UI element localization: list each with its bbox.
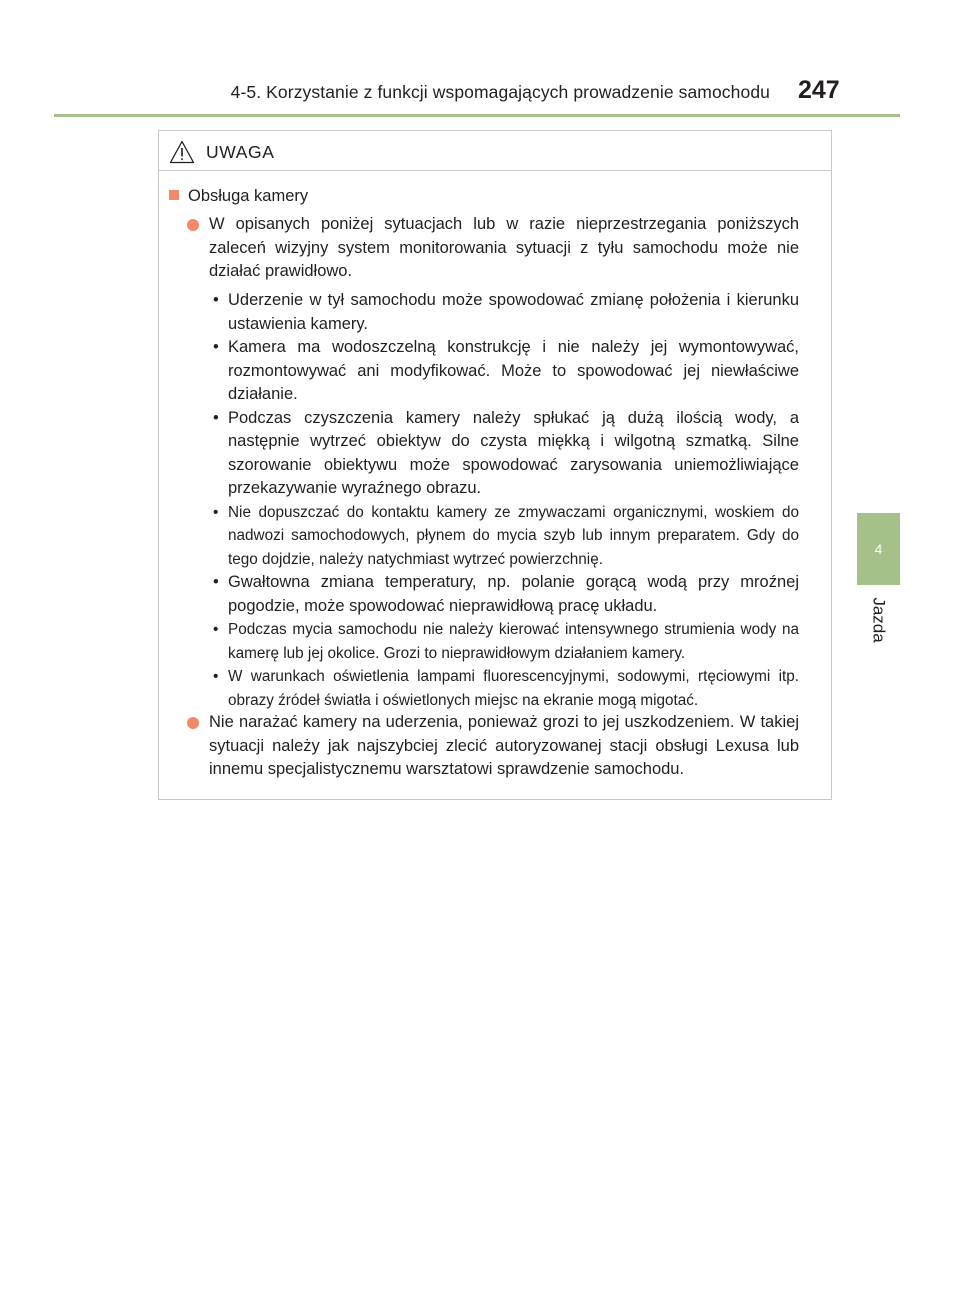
paragraph-1-text: W opisanych poniżej sytuacjach lub w razie nieprzestrzegania poniższych zaleceń wizyjny system monitorowania sytuacji z tyłu samochodu może nie działać prawidłowo. [209, 215, 799, 280]
section-heading-text: Obsługa kamery [188, 187, 309, 205]
chapter-number: 4 [874, 541, 883, 557]
list-item: • Nie dopuszczać do kontaktu kamery ze zmywaczami organicznymi, woskiem do nadwozi samochodowych, płynem do mycia szyb lub innym preparatem. Gdy do tego dojdzie, należy natychmiast wytrzeć powierzchnię. [211, 501, 799, 572]
list-item: • Gwałtowna zmiana temperatury, np. polanie gorącą wodą przy mroźnej pogodzie, może spowodować nieprawidłową pracę układu. [211, 571, 799, 618]
list-item: • Podczas czyszczenia kamery należy spłukać ją dużą ilością wody, a następnie wytrzeć obiektyw do czysta miękką i wilgotną szmatką. Silne szorowanie obiektywu może spowodować zarysowania uniemożliwiające przekazywanie wyraźnego obrazu. [211, 407, 799, 501]
square-bullet-icon [169, 190, 179, 200]
section-title: 4-5. Korzystanie z funkcji wspomagających prowadzenie samochodu [230, 82, 770, 102]
circle-bullet-icon [187, 717, 199, 729]
section-heading [169, 187, 308, 206]
header-rule [54, 114, 900, 117]
chapter-label-text: Jazda [869, 597, 889, 643]
warning-label: UWAGA [206, 142, 275, 162]
list-item: • Podczas mycia samochodu nie należy kierować intensywnego strumienia wody na kamerę lub jej okolice. Grozi to nieprawidłowym działaniem kamery. [211, 618, 799, 665]
page-number: 247 [798, 76, 840, 104]
paragraph-2 [209, 711, 799, 782]
list-item: • Uderzenie w tył samochodu może spowodować zmianę położenia i kierunku ustawienia kamery. [211, 289, 799, 336]
chapter-tab [857, 513, 900, 585]
warning-triangle-icon [169, 140, 195, 164]
circle-bullet-icon [187, 219, 199, 231]
paragraph-1 [209, 213, 799, 284]
paragraph-2-text: Nie narażać kamery na uderzenia, ponieważ grozi to jej uszkodzeniem. W takiej sytuacji należy jak najszybciej zlecić autoryzowanej stacji obsługi Lexusa lub innemu specjalistycznemu warsztatowi sprawdzenie samochodu. [209, 713, 799, 778]
chapter-label [857, 590, 900, 650]
warning-header [159, 131, 831, 171]
list-item: • Kamera ma wodoszczelną konstrukcję i nie należy jej wymontowywać, rozmontowywać ani modyfikować. Może to spowodować jej niewłaściwe działanie. [211, 336, 799, 407]
warning-box [158, 130, 832, 800]
bullet-list [211, 289, 799, 712]
list-item: • W warunkach oświetlenia lampami fluorescencyjnymi, sodowymi, rtęciowymi itp. obrazy źródeł światła i oświetlonych miejsc na ekranie mogą migotać. [211, 665, 799, 712]
